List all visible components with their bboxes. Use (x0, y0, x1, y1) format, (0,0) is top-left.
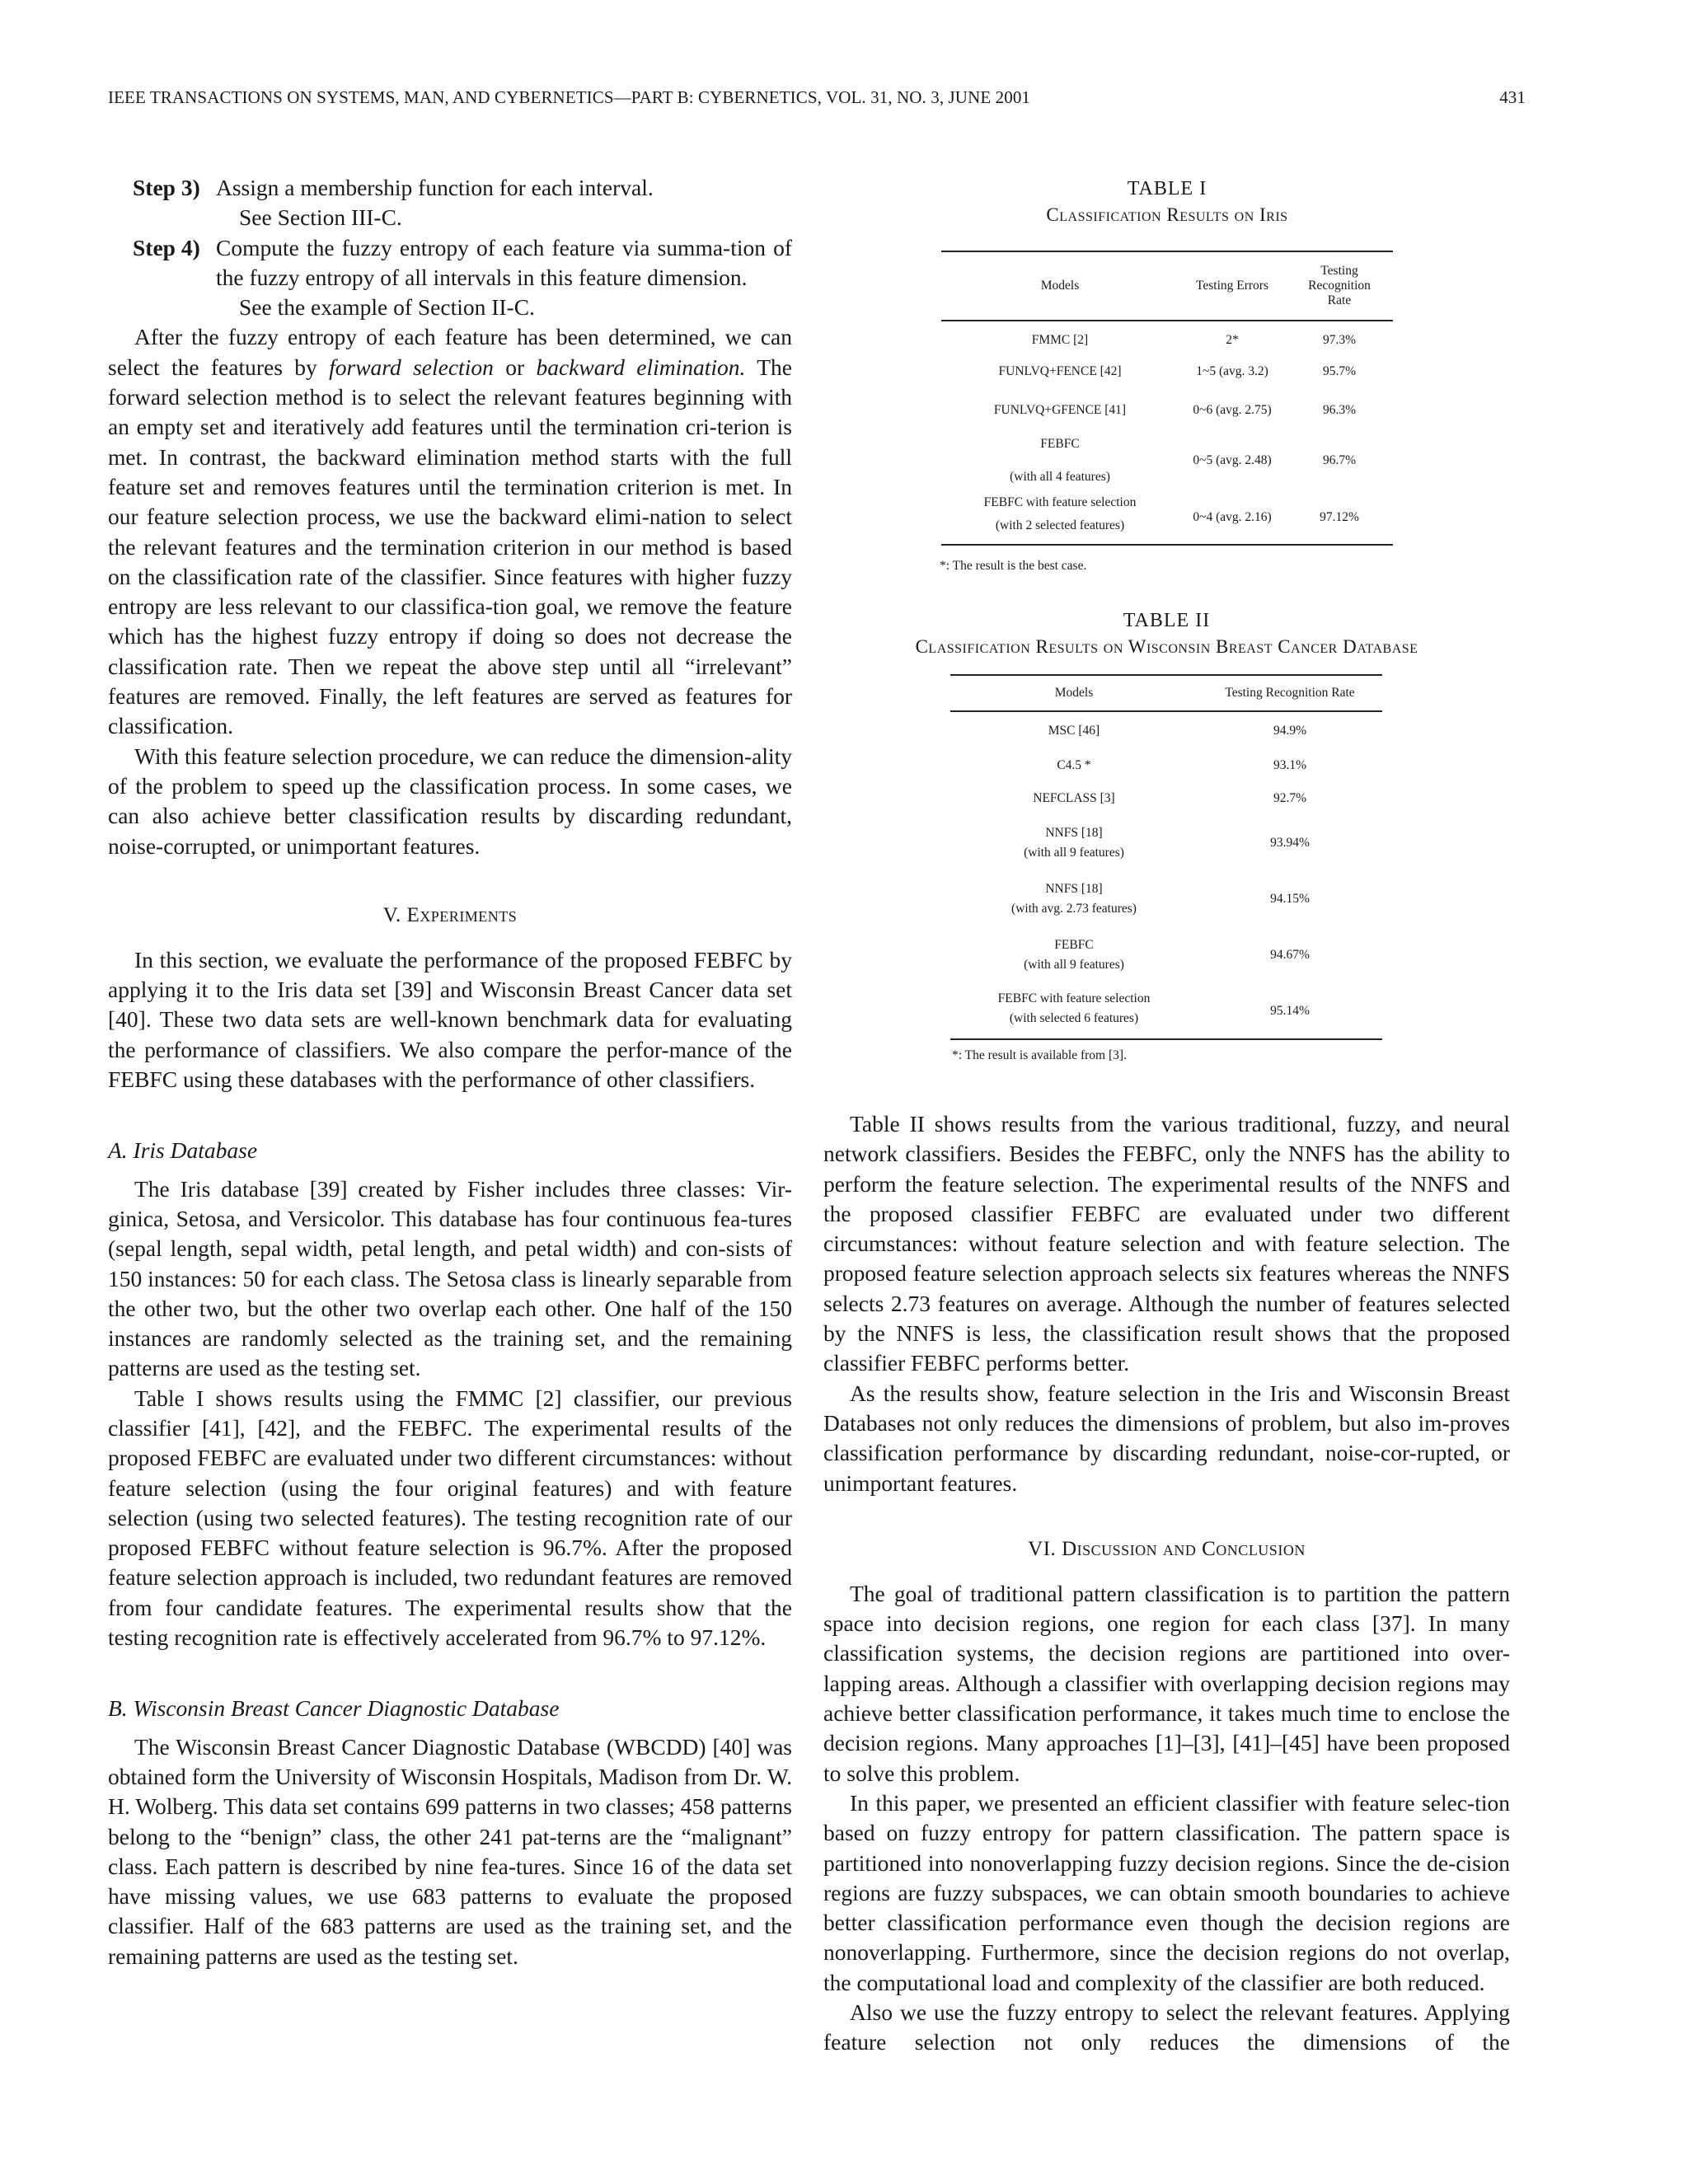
table-cell-rate: 94.67% (1270, 948, 1310, 962)
table-cell-model (950, 927, 1198, 983)
column-header: Testing Errors (1179, 251, 1286, 321)
step-text: Compute the fuzzy entropy of each feature via summa-tion of the fuzzy entropy of all intervals in this feature dimension. (216, 234, 792, 290)
table-cell-rate: 97.3% (1322, 332, 1357, 347)
step-label: Step 3) (133, 175, 200, 200)
right-column (823, 173, 1510, 2058)
table-row (950, 927, 1382, 983)
paragraph-goal: The goal of traditional pattern classification is to partition the pattern space into decision regions, one region for each class [37]. In many classification systems, the decision regions are partitioned into over-lapping areas. Although a classifier with overlapping decision regions may achieve better classification performance, it takes much time to enclose the decision regions. Many approaches [1]–[3], [41]–[45] have been proposed to solve this problem. (823, 1580, 1510, 1786)
column-header: Models (950, 675, 1198, 711)
table-cell-rate: 95.14% (1198, 983, 1382, 1039)
table-cell-model (941, 431, 1179, 490)
emphasis-backward-elimination: backward elimination. (536, 354, 746, 380)
table-cell-model: C4.5 * (1057, 758, 1091, 772)
table-row (950, 815, 1382, 871)
model-name: FEBFC with feature selection (983, 494, 1137, 509)
model-name: FEBFC (1040, 437, 1080, 451)
table-cell-model: FUNLVQ+FENCE [42] (998, 364, 1122, 378)
text-run: or (493, 354, 537, 380)
table-cell-rate: 94.15% (1270, 892, 1310, 906)
table-row (950, 749, 1382, 782)
paragraph-also: Also we use the fuzzy entropy to select the relevant features. Applying feature selection not only reduces the dimensions of the (823, 1999, 1510, 2055)
table-cell-rate: 97.12% (1286, 490, 1393, 545)
model-note: (with avg. 2.73 features) (1011, 902, 1137, 916)
table-row (950, 983, 1382, 1039)
column-header: Testing Recognition Rate (1286, 251, 1393, 321)
column-header: Testing Recognition Rate (1198, 675, 1382, 711)
table-cell-rate: 93.94% (1270, 836, 1310, 850)
table-header-row (941, 251, 1393, 321)
model-note: (with 2 selected features) (995, 518, 1125, 532)
model-name: FEBFC with feature selection (997, 991, 1151, 1005)
table-1-block (941, 176, 1393, 574)
table-row (950, 782, 1382, 815)
text-run: The forward selection method is to select the relevant features beginning with an empty set and iteratively add features until the termination cri-terion is met. In contrast, the backward elimination method starts with the full feature set and removes features until the termination criterion is met. In our feature selection process, we use the backward elimi-nation to select the relevant features and the termination criterion in our method is based on the classification rate of the classifier. Since features with higher fuzzy entropy are less relevant to our classifica-tion goal, we remove the feature which has the highest fuzzy entropy if doing so does not decrease the classification rate. Then we repeat the above step until all “irrelevant” features are removed. Finally, the left features are served as features for classification. (108, 354, 792, 739)
table-row (941, 321, 1393, 354)
table-cell-errors: 1~5 (avg. 3.2) (1196, 364, 1268, 378)
table-1-caption: Classification Results on Iris (1046, 204, 1288, 225)
section-number: V. (382, 903, 401, 926)
table-cell-rate: 96.3% (1322, 403, 1357, 417)
model-note: (with all 9 features) (1024, 958, 1124, 972)
table-cell-model: NEFCLASS [3] (1033, 791, 1115, 805)
table-1-label: TABLE I (1127, 178, 1207, 199)
text-run: After the fuzzy entropy of each feature has been determined, we can select the features by (108, 324, 792, 380)
journal-title: IEEE TRANSACTIONS ON SYSTEMS, MAN, AND CYBERNETICS—PART B: CYBERNETICS, VOL. 31, NO. 3, JUNE 2001 (108, 87, 1031, 107)
section-title: Experiments (406, 903, 518, 926)
table-cell-rate: 95.7% (1322, 364, 1357, 378)
table-cell-model: FMMC [2] (1031, 332, 1089, 347)
table-cell-errors: 2* (1226, 332, 1239, 347)
section-heading-conclusion (823, 1538, 1510, 1561)
table-cell-model (950, 983, 1198, 1039)
table-row (941, 490, 1393, 545)
table-cell-rate: 96.7% (1322, 453, 1357, 467)
table-row (950, 711, 1382, 749)
section-heading-experiments (108, 904, 792, 927)
paragraph-iris-results: Table I shows results using the FMMC [2] classifier, our previous classifier [41], [42], and the FEBFC. The experimental results of the proposed FEBFC are evaluated under two different circumstances: without feature selection (using the four original features) and with feature selection (using two selected features). The testing recognition rate of our proposed FEBFC without feature selection is 96.7%. After the proposed feature selection approach is included, two redundant features are removed from four candidate features. The experimental results show that the testing recognition rate is effectively accelerated from 96.7% to 97.12%. (108, 1385, 792, 1651)
table-row (941, 431, 1393, 490)
table-cell-errors: 0~5 (avg. 2.48) (1193, 453, 1272, 467)
model-name: NNFS [18] (1045, 882, 1103, 896)
page-number: 431 (1499, 87, 1526, 107)
running-head (108, 87, 1526, 108)
paragraph-iris-description: The Iris database [39] created by Fisher includes three classes: Vir-ginica, Setosa, and Versicolor. This database has four continuous fea-tures (sepal length, sepal width, petal length, and petal width) and con-sists of 150 instances: 50 for each class. The Setosa class is linearly separable from the other two, but the other two overlap each other. One half of the 150 instances are randomly selected as the training set, and the remaining patterns are used as the testing set. (108, 1175, 792, 1381)
paragraph-dimensionality: With this feature selection procedure, we can reduce the dimension-ality of the problem to speed up the classification process. In some cases, we can also achieve better classification results by discarding redundant, noise-corrupted, or unimportant features. (108, 743, 792, 859)
table-cell-model: MSC [46] (1048, 723, 1100, 738)
table-row (950, 871, 1382, 927)
emphasis-forward-selection: forward selection (329, 354, 494, 380)
table-1 (941, 251, 1393, 546)
table-cell-errors: 0~6 (avg. 2.75) (1193, 403, 1272, 417)
table-cell-rate: 93.1% (1273, 758, 1307, 772)
table-row (941, 354, 1393, 390)
table-cell-model (950, 871, 1198, 927)
table-cell-model (941, 490, 1179, 545)
table-cell-model: FUNLVQ+GFENCE [41] (993, 403, 1127, 417)
column-header: Models (941, 251, 1179, 321)
section-title: Discussion and Conclusion (1062, 1537, 1306, 1560)
paragraph-experiments: In this section, we evaluate the performance of the proposed FEBFC by applying it to the Iris data set [39] and Wisconsin Breast Cancer data set [40]. These two data sets are well-known benchmark data for evaluating the performance of classifiers. We also compare the perfor-mance of the FEBFC using these databases with the performance of other classifiers. (108, 946, 792, 1093)
paragraph-table-2-discussion: Table II shows results from the various traditional, fuzzy, and neural network classifiers. Besides the FEBFC, only the NNFS has the ability to perform the feature selection. The experimental results of the NNFS and the proposed classifier FEBFC are evaluated under two different circumstances: without feature selection and with feature selection. The proposed feature selection approach selects six features whereas the NNFS selects 2.73 features on average. Although the number of features selected by the NNFS is less, the classification result shows that the proposed classifier FEBFC performs better. (823, 1111, 1510, 1376)
table-2-footnote: *: The result is available from [3]. (952, 1048, 1127, 1062)
table-2-caption: Classification Results on Wisconsin Breast Cancer Database (915, 636, 1418, 657)
step-label: Step 4) (133, 234, 200, 260)
subsection-heading-wbcdd: B. Wisconsin Breast Cancer Diagnostic Database (108, 1695, 560, 1722)
table-2 (950, 674, 1382, 1040)
table-row (941, 390, 1393, 431)
paragraph-results: As the results show, feature selection in the Iris and Wisconsin Breast Databases not only reduces the dimensions of problem, but also im-proves classification performance by discarding redundant, noise-cor-rupted, or unimportant features. (823, 1380, 1510, 1496)
step-reference: See Section III-C. (239, 204, 402, 231)
paragraph-feature-selection (108, 322, 792, 741)
paragraph-wbcdd: The Wisconsin Breast Cancer Diagnostic Database (WBCDD) [40] was obtained form the University of Wisconsin Hospitals, Madison from Dr. W. H. Wolberg. This data set contains 699 patterns in two classes; 458 patterns belong to the “benign” class, the other 241 pat-terns are the “malignant” class. Each pattern is described by nine fea-tures. Since 16 of the data set have missing values, we use 683 patterns to evaluate the proposed classifier. Half of the 683 patterns are used as the training set, and the remaining patterns are used as the testing set. (108, 1733, 792, 1969)
model-name: FEBFC (1054, 938, 1094, 952)
paragraph-this-paper: In this paper, we presented an efficient classifier with feature selec-tion based on fuzzy entropy for pattern classification. The pattern space is partitioned into nonoverlapping fuzzy decision regions. Since the de-cision regions are fuzzy subspaces, we can obtain smooth boundaries to achieve better classification performance even though the decision regions are nonoverlapping. Furthermore, since the decision regions do not overlap, the computational load and complexity of the classifier are both reduced. (823, 1789, 1510, 1995)
table-1-footnote: *: The result is the best case. (940, 559, 1087, 573)
model-note: (with all 4 features) (1010, 470, 1110, 484)
model-name: NNFS [18] (1045, 826, 1103, 840)
table-cell-model (950, 815, 1198, 871)
step-4 (108, 233, 792, 323)
step-reference: See the example of Section II-C. (239, 294, 535, 321)
table-2-label: TABLE II (1123, 610, 1211, 631)
model-note: (with all 9 features) (1024, 846, 1124, 860)
table-cell-rate: 92.7% (1273, 791, 1307, 805)
table-cell-errors: 0~4 (avg. 2.16) (1179, 490, 1286, 545)
step-text: Assign a membership function for each interval. (216, 175, 654, 200)
table-2-block (823, 608, 1510, 1063)
table-header-row (950, 675, 1382, 711)
model-note: (with selected 6 features) (1009, 1010, 1139, 1025)
left-column (108, 173, 792, 1971)
subsection-heading-iris: A. Iris Database (108, 1137, 258, 1164)
section-number: VI. (1028, 1537, 1057, 1560)
step-3 (108, 173, 792, 233)
table-cell-rate: 94.9% (1273, 723, 1307, 738)
